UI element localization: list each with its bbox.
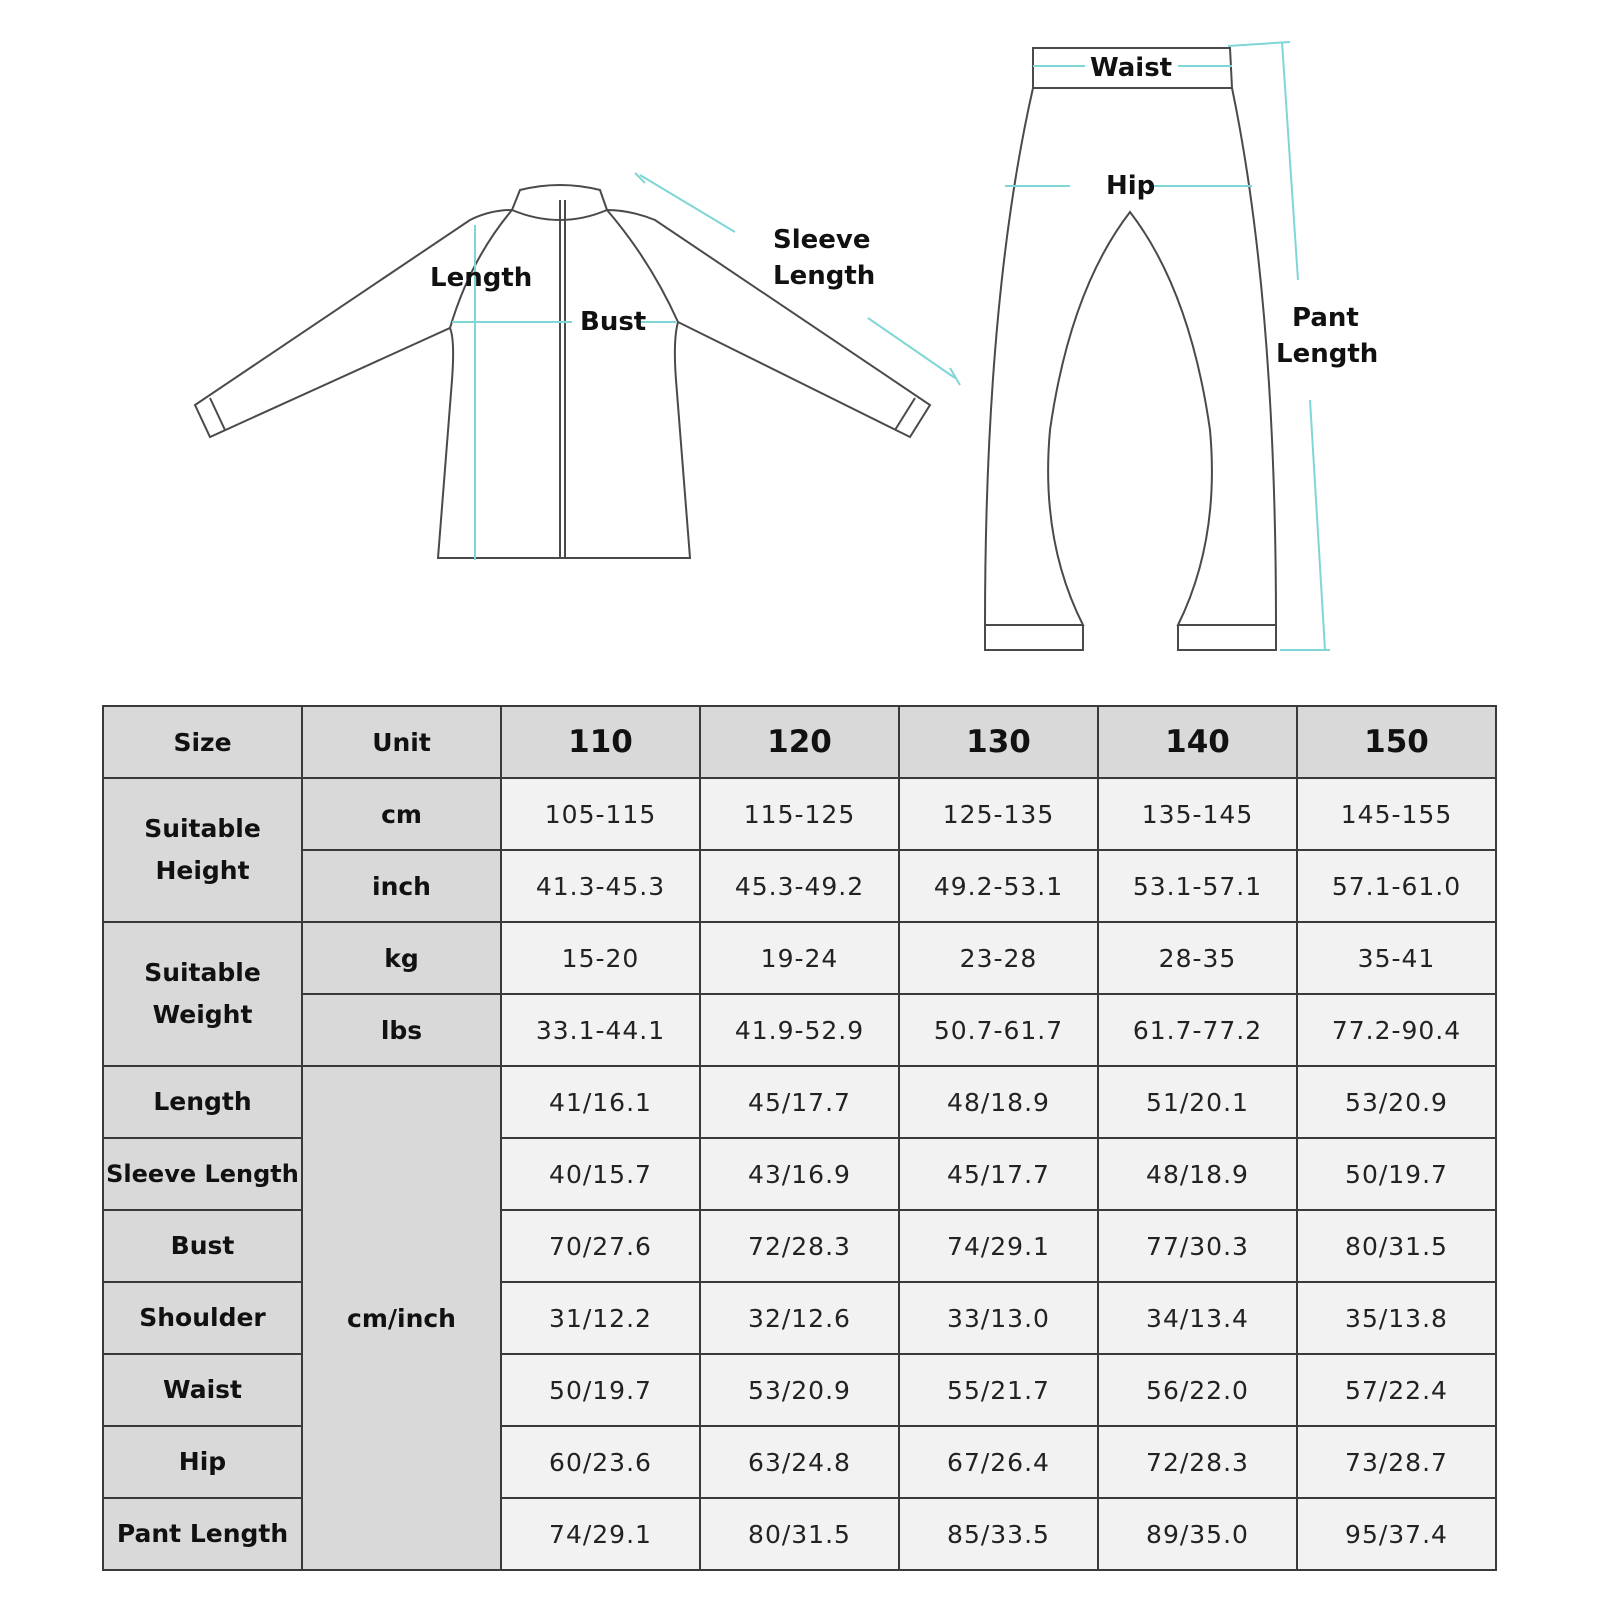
table-cell: 57/22.4 xyxy=(1297,1354,1496,1426)
table-cell: 40/15.7 xyxy=(501,1138,700,1210)
unit-cell-cm-inch: cm/inch xyxy=(302,1066,501,1570)
table-cell: 72/28.3 xyxy=(1098,1426,1297,1498)
table-cell: 48/18.9 xyxy=(1098,1138,1297,1210)
header-size-120: 120 xyxy=(700,706,899,778)
header-size-110: 110 xyxy=(501,706,700,778)
table-cell: 67/26.4 xyxy=(899,1426,1098,1498)
table-row xyxy=(103,850,1496,922)
table-cell: 95/37.4 xyxy=(1297,1498,1496,1570)
table-cell: 72/28.3 xyxy=(700,1210,899,1282)
table-cell: 70/27.6 xyxy=(501,1210,700,1282)
label-bust: Bust xyxy=(580,307,647,337)
table-cell: 48/18.9 xyxy=(899,1066,1098,1138)
table-cell: 55/21.7 xyxy=(899,1354,1098,1426)
table-cell: 50.7-61.7 xyxy=(899,994,1098,1066)
size-chart-table xyxy=(102,705,1497,1571)
table-cell: 31/12.2 xyxy=(501,1282,700,1354)
table-cell: 53.1-57.1 xyxy=(1098,850,1297,922)
row-label-line: Suitable xyxy=(144,814,261,843)
table-cell: 60/23.6 xyxy=(501,1426,700,1498)
row-label-line: Weight xyxy=(152,1000,253,1029)
table-cell: 51/20.1 xyxy=(1098,1066,1297,1138)
table-row xyxy=(103,778,1496,850)
table-cell: 77.2-90.4 xyxy=(1297,994,1496,1066)
table-cell: 41.3-45.3 xyxy=(501,850,700,922)
table-cell: 49.2-53.1 xyxy=(899,850,1098,922)
unit-cell: inch xyxy=(302,850,501,922)
unit-cell: lbs xyxy=(302,994,501,1066)
table-cell: 19-24 xyxy=(700,922,899,994)
table-header-row xyxy=(103,706,1496,778)
table-cell: 53/20.9 xyxy=(700,1354,899,1426)
table-cell: 77/30.3 xyxy=(1098,1210,1297,1282)
table-cell: 45/17.7 xyxy=(899,1138,1098,1210)
table-cell: 33.1-44.1 xyxy=(501,994,700,1066)
header-unit: Unit xyxy=(302,706,501,778)
table-cell: 45.3-49.2 xyxy=(700,850,899,922)
table-cell: 73/28.7 xyxy=(1297,1426,1496,1498)
table-cell: 43/16.9 xyxy=(700,1138,899,1210)
label-waist: Waist xyxy=(1090,53,1173,83)
table-cell: 89/35.0 xyxy=(1098,1498,1297,1570)
table-cell: 74/29.1 xyxy=(501,1498,700,1570)
pants-outline xyxy=(985,48,1276,650)
row-label-pant-length: Pant Length xyxy=(103,1498,302,1570)
row-label-suitable-height xyxy=(103,778,302,922)
row-label-waist: Waist xyxy=(103,1354,302,1426)
table-row xyxy=(103,994,1496,1066)
row-label-suitable-weight xyxy=(103,922,302,1066)
header-size-140: 140 xyxy=(1098,706,1297,778)
header-size-130: 130 xyxy=(899,706,1098,778)
row-label-line: Suitable xyxy=(144,958,261,987)
table-cell: 45/17.7 xyxy=(700,1066,899,1138)
row-label-shoulder: Shoulder xyxy=(103,1282,302,1354)
row-label-hip: Hip xyxy=(103,1426,302,1498)
table-cell: 74/29.1 xyxy=(899,1210,1098,1282)
table-cell: 80/31.5 xyxy=(700,1498,899,1570)
row-label-sleeve-length: Sleeve Length xyxy=(103,1138,302,1210)
table-cell: 41/16.1 xyxy=(501,1066,700,1138)
table-cell: 61.7-77.2 xyxy=(1098,994,1297,1066)
table-cell: 105-115 xyxy=(501,778,700,850)
header-size-150: 150 xyxy=(1297,706,1496,778)
row-label-length: Length xyxy=(103,1066,302,1138)
unit-cell: cm xyxy=(302,778,501,850)
row-label-bust: Bust xyxy=(103,1210,302,1282)
table-cell: 35-41 xyxy=(1297,922,1496,994)
label-pant-length-line1: Pant xyxy=(1292,303,1359,333)
table-cell: 50/19.7 xyxy=(501,1354,700,1426)
label-length: Length xyxy=(430,263,533,293)
label-sleeve-length-line1: Sleeve xyxy=(773,225,871,255)
label-hip: Hip xyxy=(1106,171,1156,201)
table-cell: 33/13.0 xyxy=(899,1282,1098,1354)
table-cell: 15-20 xyxy=(501,922,700,994)
label-pant-length-line2: Length xyxy=(1276,339,1379,369)
table-cell: 57.1-61.0 xyxy=(1297,850,1496,922)
table-cell: 53/20.9 xyxy=(1297,1066,1496,1138)
table-cell: 28-35 xyxy=(1098,922,1297,994)
table-cell: 41.9-52.9 xyxy=(700,994,899,1066)
table-row xyxy=(103,1066,1496,1138)
header-size: Size xyxy=(103,706,302,778)
table-cell: 35/13.8 xyxy=(1297,1282,1496,1354)
table-cell: 125-135 xyxy=(899,778,1098,850)
table-row xyxy=(103,922,1496,994)
table-cell: 34/13.4 xyxy=(1098,1282,1297,1354)
label-sleeve-length-line2: Length xyxy=(773,261,876,291)
table-cell: 32/12.6 xyxy=(700,1282,899,1354)
table-cell: 23-28 xyxy=(899,922,1098,994)
jacket-measure-lines xyxy=(452,173,960,560)
row-label-line: Height xyxy=(155,856,250,885)
table-cell: 80/31.5 xyxy=(1297,1210,1496,1282)
table-cell: 135-145 xyxy=(1098,778,1297,850)
table-cell: 50/19.7 xyxy=(1297,1138,1496,1210)
table-cell: 63/24.8 xyxy=(700,1426,899,1498)
table-cell: 145-155 xyxy=(1297,778,1496,850)
garment-diagram xyxy=(0,0,1600,680)
table-cell: 85/33.5 xyxy=(899,1498,1098,1570)
unit-cell: kg xyxy=(302,922,501,994)
table-cell: 56/22.0 xyxy=(1098,1354,1297,1426)
table-cell: 115-125 xyxy=(700,778,899,850)
